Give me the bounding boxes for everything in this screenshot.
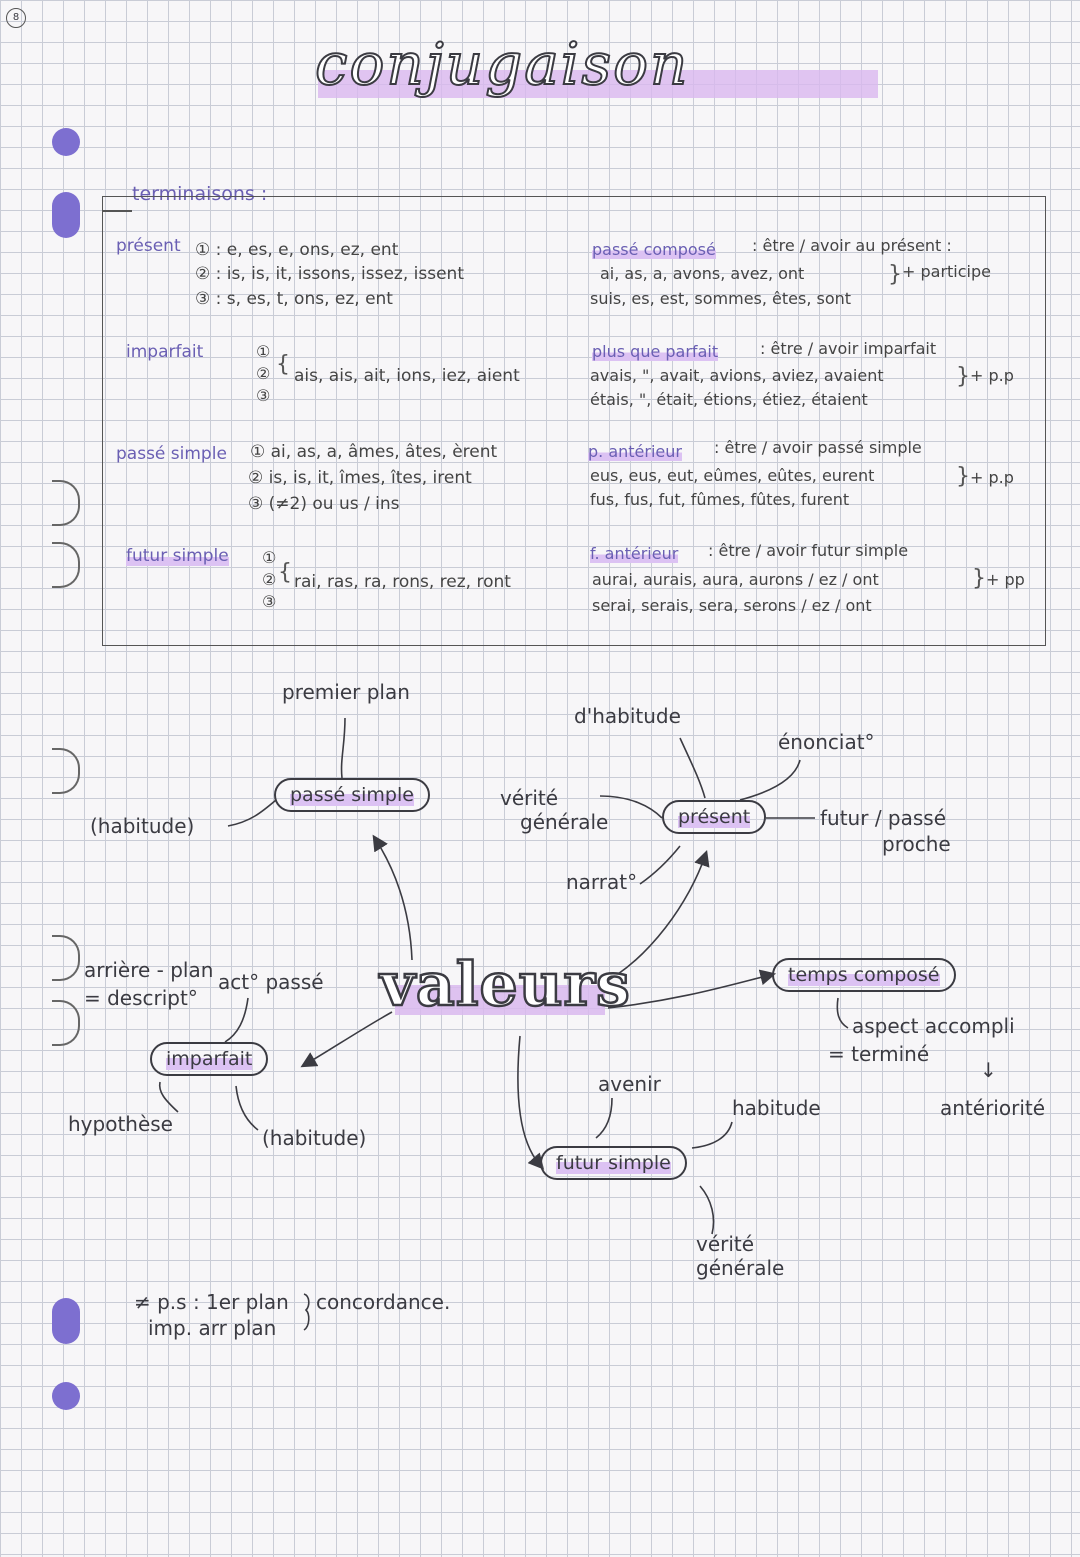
- passe-compose-rule: : être / avoir au présent :: [752, 236, 952, 255]
- brace: {: [276, 352, 290, 377]
- link-valeurs-temps-compose: [608, 975, 770, 1008]
- brace: }: [888, 262, 902, 287]
- passe-anterieur-suffix: + p.p: [970, 468, 1014, 487]
- present-futur-passe-1: futur / passé: [820, 806, 947, 830]
- futur-simple-num-2: ②: [262, 570, 277, 589]
- link-temps-compose-aspect: [837, 998, 848, 1028]
- brace: }: [956, 364, 970, 389]
- temps-compose-aspect: aspect accompli: [852, 1014, 1015, 1038]
- futur-anterieur-suffix: + pp: [986, 570, 1025, 589]
- passe-anterieur-rule: : être / avoir passé simple: [714, 438, 922, 457]
- present-verite-2: générale: [520, 810, 609, 834]
- plus-que-parfait-label: plus que parfait: [592, 342, 719, 361]
- imparfait-description: = descript°: [84, 986, 198, 1010]
- section-label: terminaisons :: [132, 183, 268, 205]
- plus-que-parfait-avoir: avais, ", avait, avions, aviez, avaient: [590, 366, 884, 385]
- temps-compose-termine: = terminé: [828, 1042, 930, 1066]
- link-present-habitude: [680, 738, 705, 798]
- link-imparfait-action: [225, 998, 248, 1042]
- link-premier-plan: [342, 718, 345, 778]
- imparfait-num-2: ②: [256, 364, 271, 383]
- brace: }: [972, 566, 986, 591]
- futur-simple-bubble: futur simple: [540, 1146, 687, 1180]
- futur-verite-2: générale: [696, 1256, 785, 1280]
- link-present-enonciation: [740, 760, 800, 800]
- futur-simple-label: futur simple: [126, 546, 229, 566]
- present-group-1: ① : e, es, e, ons, ez, ent: [195, 240, 399, 260]
- link-futur-avenir: [596, 1098, 612, 1138]
- passe-compose-etre: suis, es, est, sommes, êtes, sont: [590, 289, 852, 308]
- mindmap-center: valeurs: [380, 950, 631, 1020]
- present-group-3: ③ : s, es, t, ons, ez, ent: [195, 289, 393, 309]
- imparfait-arriere-plan: arrière - plan: [84, 958, 214, 982]
- imparfait-bubble: imparfait: [150, 1042, 268, 1076]
- plus-que-parfait-etre: étais, ", était, étions, étiez, étaient: [590, 390, 868, 409]
- futur-habitude: habitude: [732, 1096, 821, 1120]
- link-present-narration: [640, 846, 680, 884]
- passe-simple-group-3: ③ (≠2) ou us / ins: [248, 494, 400, 514]
- link-futur-verite: [700, 1186, 714, 1234]
- note-line-2: imp. arr plan: [148, 1316, 277, 1340]
- futur-avenir: avenir: [598, 1072, 661, 1096]
- passe-compose-avoir: ai, as, a, avons, avez, ont: [600, 264, 805, 283]
- link-futur-habitude: [692, 1122, 732, 1148]
- note-concordance: concordance.: [316, 1290, 451, 1314]
- link-valeurs-passe-simple: [376, 840, 412, 960]
- passe-compose-label: passé composé: [592, 240, 716, 259]
- present-bubble: présent: [662, 800, 766, 834]
- futur-anterieur-label: f. antérieur: [590, 544, 679, 563]
- futur-anterieur-avoir: aurai, aurais, aura, aurons / ez / ont: [592, 570, 879, 589]
- imparfait-label: imparfait: [126, 342, 204, 362]
- passe-simple-group-2: ② is, is, it, îmes, îtes, irent: [248, 468, 472, 488]
- passe-simple-habitude: (habitude): [90, 814, 195, 838]
- present-narration: narrat°: [566, 870, 638, 894]
- temps-compose-anteriorite: antériorité: [940, 1096, 1046, 1120]
- passe-anterieur-label: p. antérieur: [588, 442, 682, 461]
- premier-plan-label: premier plan: [282, 680, 410, 704]
- passe-simple-label: passé simple: [116, 444, 227, 464]
- page-title: conjugaison: [315, 30, 690, 98]
- futur-anterieur-etre: serai, serais, sera, serons / ez / ont: [592, 596, 872, 615]
- brace: }: [956, 464, 970, 489]
- plus-que-parfait-rule: : être / avoir imparfait: [760, 339, 937, 358]
- page-number: 8: [6, 8, 26, 28]
- temps-compose-bubble: temps composé: [772, 958, 956, 992]
- futur-simple-endings: rai, ras, ra, rons, rez, ront: [294, 572, 511, 592]
- imparfait-endings: ais, ais, ait, ions, iez, aient: [294, 366, 520, 386]
- note-line-1: ≠ p.s : 1er plan: [134, 1290, 289, 1314]
- link-imparfait-hypothese: [160, 1082, 178, 1112]
- passe-anterieur-avoir: eus, eus, eut, eûmes, eûtes, eurent: [590, 466, 875, 485]
- imparfait-action-passee: act° passé: [218, 970, 324, 994]
- futur-simple-num-1: ①: [262, 548, 277, 567]
- present-enonciation: énonciat°: [778, 730, 875, 754]
- passe-compose-suffix: + participe: [902, 262, 991, 281]
- link-ps-habitude: [228, 800, 276, 826]
- link-present-verite: [600, 796, 662, 818]
- present-futur-passe-2: proche: [882, 832, 951, 856]
- plus-que-parfait-suffix: + p.p: [970, 366, 1014, 385]
- imparfait-hypothese: hypothèse: [68, 1112, 173, 1136]
- futur-verite-1: vérité: [696, 1232, 755, 1256]
- passe-anterieur-etre: fus, fus, fut, fûmes, fûtes, furent: [590, 490, 850, 509]
- note-brace: [304, 1294, 309, 1330]
- imparfait-num-3: ③: [256, 386, 271, 405]
- present-verite-1: vérité: [500, 786, 559, 810]
- futur-anterieur-rule: : être / avoir futur simple: [708, 541, 909, 560]
- passe-simple-bubble: passé simple: [274, 778, 430, 812]
- link-imparfait-habitude: [236, 1086, 258, 1130]
- imparfait-num-1: ①: [256, 342, 271, 361]
- brace: {: [278, 560, 292, 585]
- passe-simple-group-1: ① ai, as, a, âmes, âtes, èrent: [250, 442, 498, 462]
- present-group-2: ② : is, is, it, issons, issez, issent: [195, 264, 464, 284]
- link-valeurs-futur-simple: [518, 1036, 540, 1165]
- present-habitude: d'habitude: [574, 704, 681, 728]
- futur-simple-num-3: ③: [262, 592, 277, 611]
- temps-compose-arrow: ↓: [980, 1058, 997, 1082]
- imparfait-habitude: (habitude): [262, 1126, 367, 1150]
- present-label: présent: [116, 236, 181, 256]
